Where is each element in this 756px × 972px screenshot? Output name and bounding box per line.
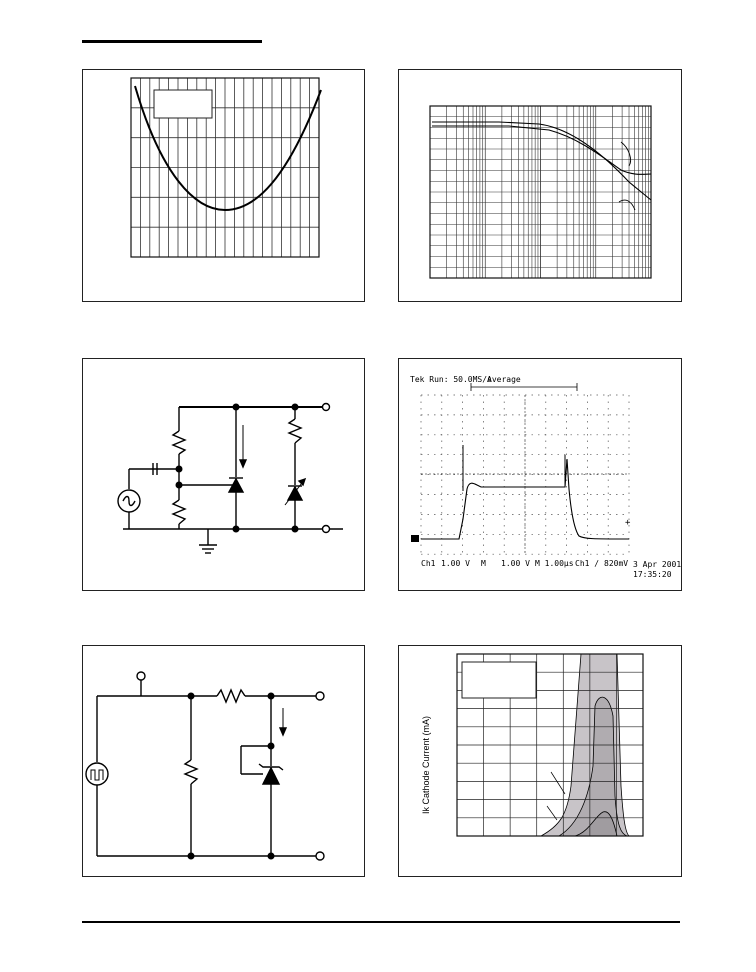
panel-ac-test-circuit xyxy=(82,358,365,591)
zener-diode-shunt-icon xyxy=(263,768,279,784)
panel-cathode-current-chart xyxy=(398,645,682,877)
footer-rule xyxy=(82,921,680,923)
pulse-test-circuit xyxy=(83,646,366,878)
resistor-series xyxy=(217,690,245,702)
resistor-r2 xyxy=(173,500,185,524)
callout-arrow-2 xyxy=(619,200,635,210)
panel-oscilloscope-capture xyxy=(398,358,682,591)
cathode-current-chart xyxy=(399,646,683,878)
ac-test-circuit xyxy=(83,359,366,592)
math-scale: 1.00 V xyxy=(501,559,530,568)
scope-mode-label: Tek Run: 50.0MS/s xyxy=(410,375,492,384)
ch1-marker xyxy=(411,535,419,542)
terminal-out-bottom xyxy=(316,852,324,860)
resistor-shunt xyxy=(185,760,197,784)
legend-box xyxy=(462,662,536,698)
math-label: M xyxy=(481,559,486,568)
oscilloscope-screen xyxy=(399,359,683,592)
scope-acq-label: Average xyxy=(487,375,521,384)
trigger-source: Ch1 ∕ xyxy=(575,559,600,568)
timebase-label: M 1.00μs xyxy=(535,559,574,568)
u-curve-chart xyxy=(83,70,366,303)
response-curve-lower xyxy=(432,122,651,200)
ch1-scale: 1.00 V xyxy=(441,559,470,568)
scope-time: 17:35:20 xyxy=(633,570,672,579)
panel-u-curve-chart xyxy=(82,69,365,302)
response-curve-upper xyxy=(432,126,651,174)
trigger-level: 820mV xyxy=(604,559,629,568)
panel-frequency-response-chart xyxy=(398,69,682,302)
terminal-out-top xyxy=(316,692,324,700)
panel-pulse-test-circuit xyxy=(82,645,365,877)
resistor-r3 xyxy=(289,419,301,443)
header-rule xyxy=(82,40,262,43)
terminal-input xyxy=(137,672,145,680)
pulse-source-icon xyxy=(86,763,108,785)
terminal-bottom xyxy=(323,526,330,533)
frequency-response-chart xyxy=(399,70,683,303)
resistor-r1 xyxy=(173,431,185,454)
trigger-marker: + xyxy=(625,518,631,528)
ch1-label: Ch1 xyxy=(421,559,436,568)
scope-date: 3 Apr 2001 xyxy=(633,560,682,569)
terminal-top xyxy=(323,404,330,411)
y-axis-label: Ik Cathode Current (mA) xyxy=(421,715,431,814)
legend-box xyxy=(154,90,212,118)
